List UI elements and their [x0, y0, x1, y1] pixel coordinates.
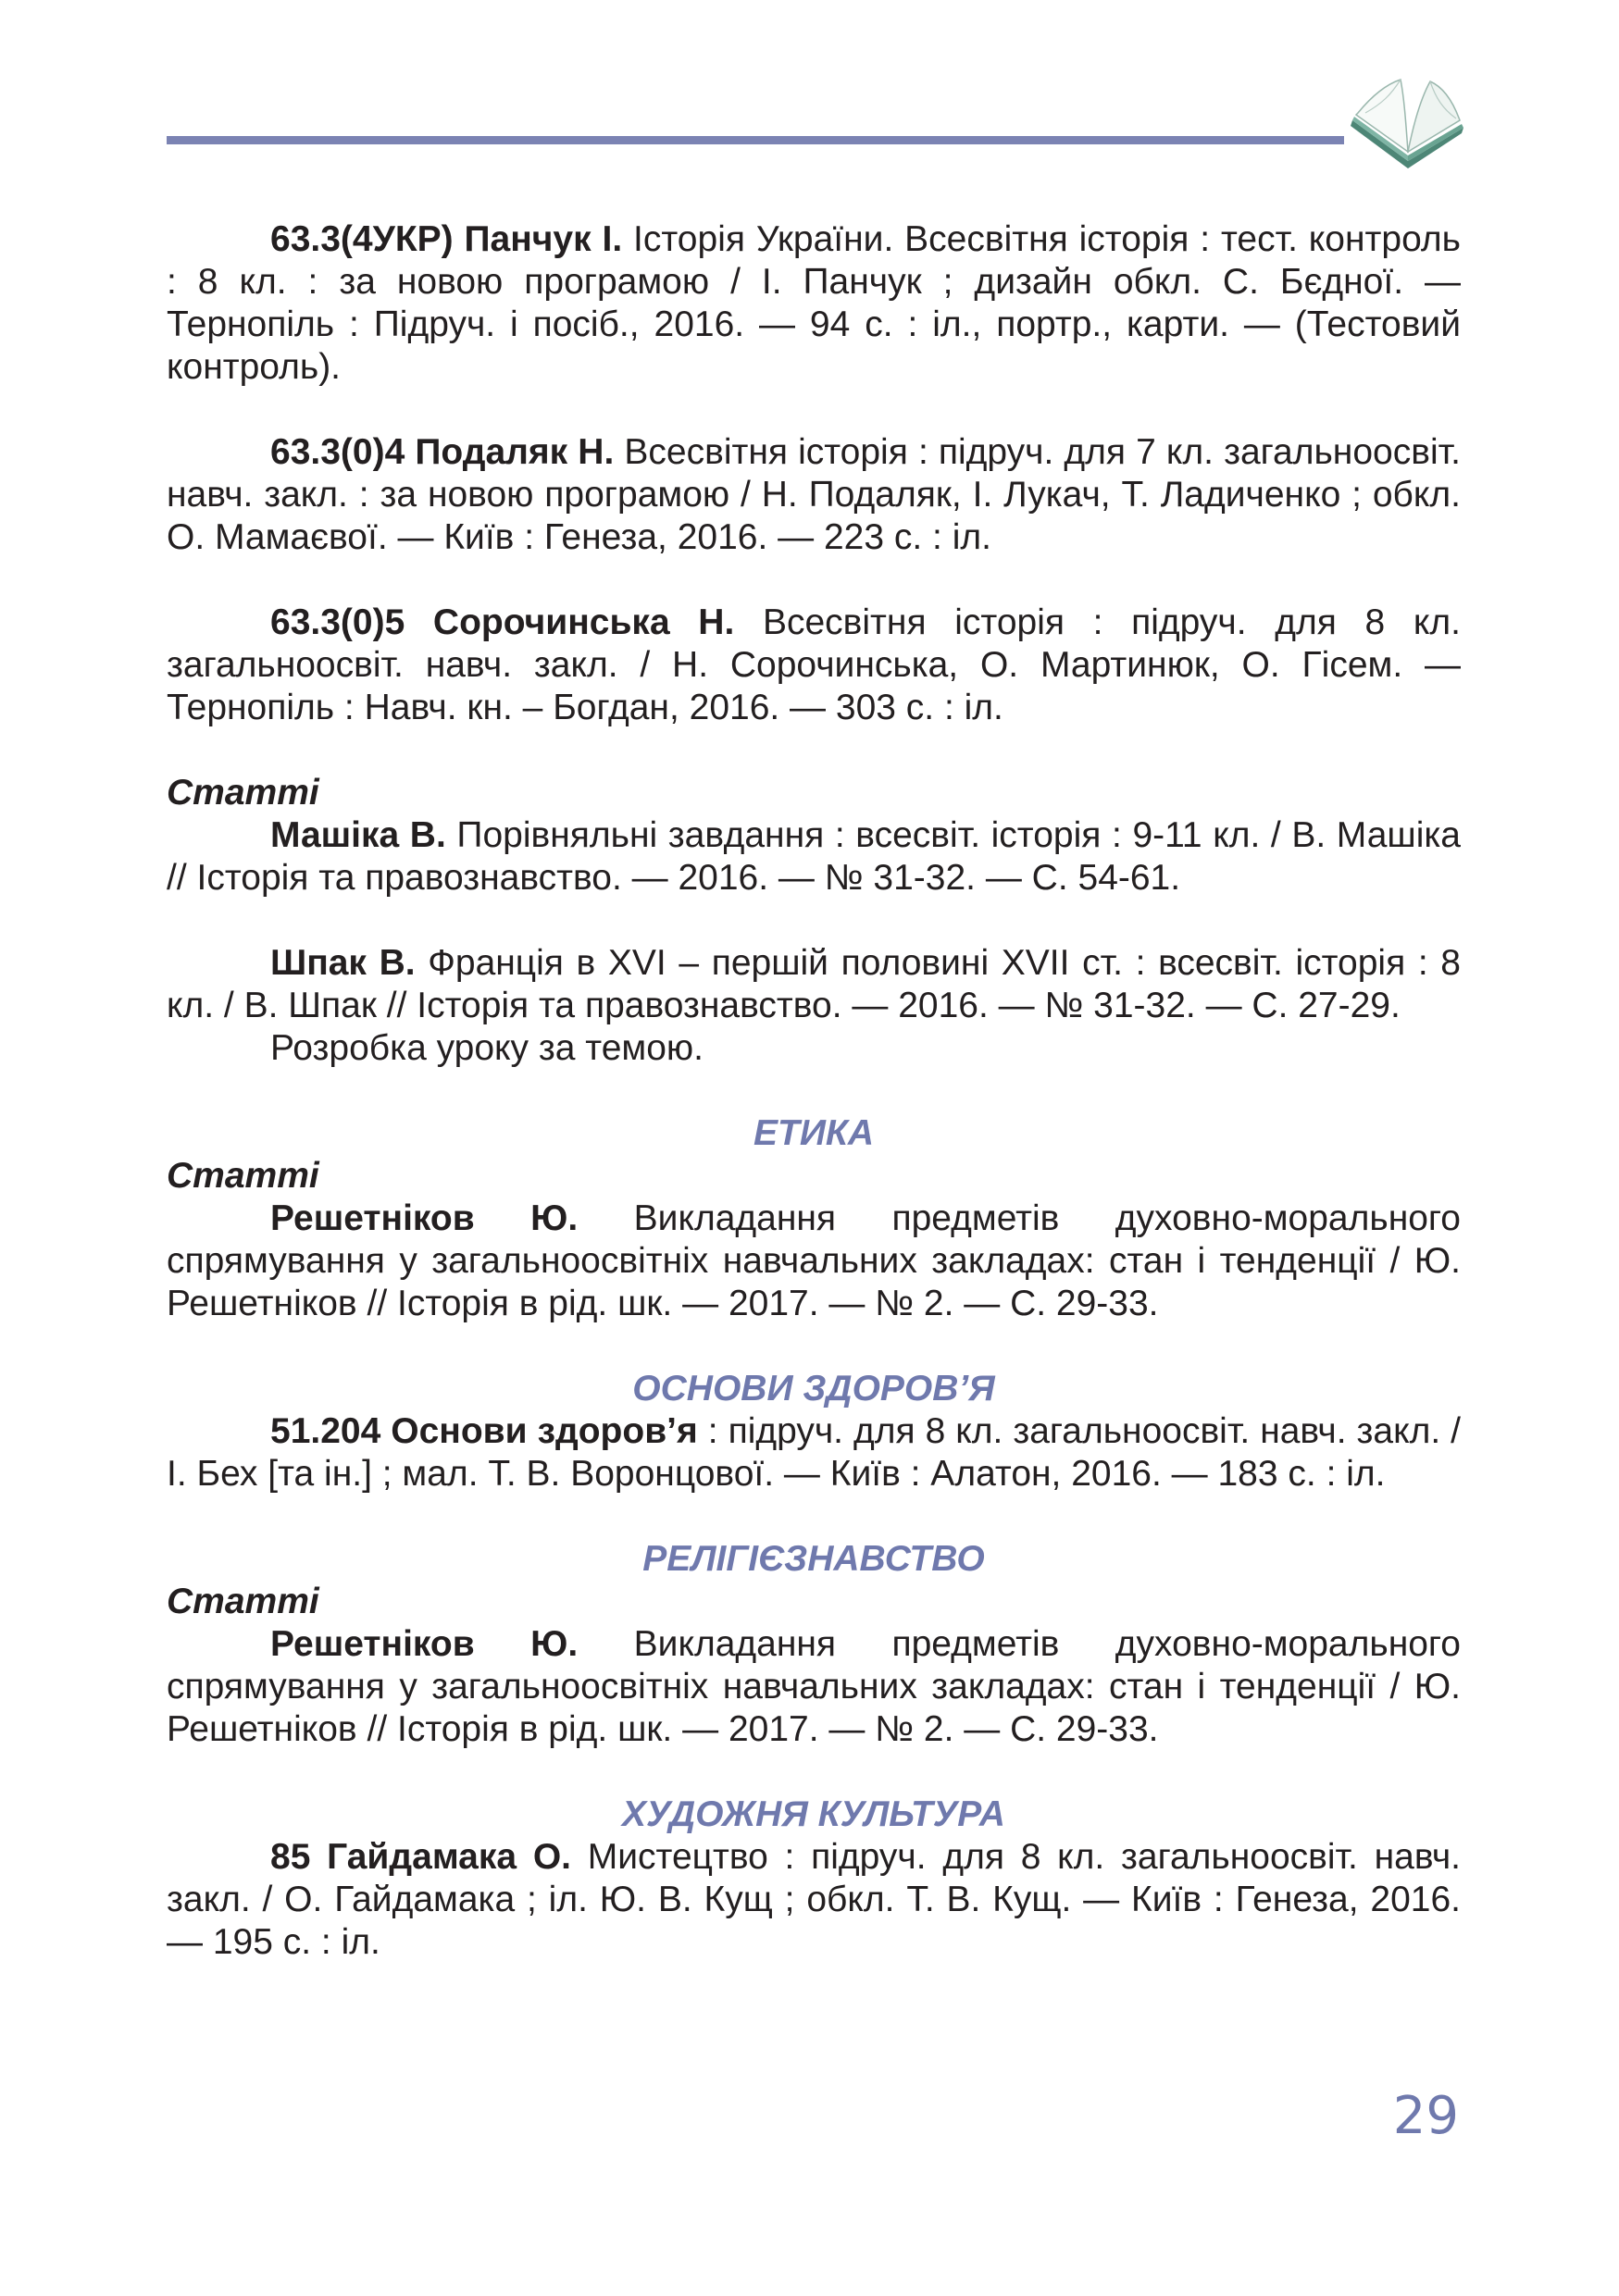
section-title: РЕЛІГІЄЗНАВСТВО — [642, 1539, 985, 1579]
article-entry — [167, 1198, 1461, 1325]
section-title: ОСНОВИ ЗДОРОВ’Я — [632, 1369, 995, 1409]
entry-heading: Решетніков Ю. — [270, 1198, 579, 1238]
bib-entry — [167, 1410, 1461, 1496]
entry-heading: 63.3(0)5 Сорочинська Н. — [270, 602, 735, 642]
bibliography-content — [167, 218, 1461, 1964]
article-entry — [167, 1623, 1461, 1751]
section-title: ЕТИКА — [753, 1113, 875, 1153]
article-entry — [167, 814, 1461, 900]
entry-body: Всесвітня історія : підруч. для 7 кл. загальноосвіт. навч. закл. : за новою програмою / Н. Подаляк, І. Лукач, Т. Ладиченко ; обкл. О. Мамаєвої. — Київ : Генеза, 2016. — 223 с. : іл. — [167, 432, 1461, 557]
entry-body: Порівняльні завдання : всесвіт. історія : 9-11 кл. / В. Машіка // Історія та правознавство. — 2016. — № 31-32. — С. 54-61. — [167, 815, 1461, 898]
entry-body: Франція в XVI – першій половині XVII ст. : всесвіт. історія : 8 кл. / В. Шпак // Історія та правознавство. — 2016. — № 31-32. — С. 27-29. — [167, 943, 1461, 1025]
section-title: ХУДОЖНЯ КУЛЬТУРА — [622, 1794, 1005, 1834]
bib-entry — [167, 602, 1461, 729]
entry-body: Викладання предметів духовно-морального спрямування у загальноосвітніх навчальних закладах: стан і тенденції / Ю. Решетніков // Історія в рід. шк. — 2017. — № 2. — С. 29-33. — [167, 1624, 1461, 1749]
entry-heading: Решетніков Ю. — [270, 1624, 579, 1664]
entry-body: Викладання предметів духовно-морального спрямування у загальноосвітніх навчальних закладах: стан і тенденції / Ю. Решетніков // Історія в рід. шк. — 2017. — № 2. — С. 29-33. — [167, 1198, 1461, 1323]
entry-body: Історія України. Всесвітня історія : тест. контроль : 8 кл. : за новою програмою / І. Панчук ; дизайн обкл. С. Бєдної. — Тернопіль : Підруч. і посіб., 2016. — 94 с. : іл., портр., карти. — (Тестовий контроль). — [167, 219, 1461, 387]
article-entry — [167, 942, 1461, 1027]
entry-heading: 63.3(0)4 Подаляк Н. — [270, 432, 615, 472]
entry-heading: 51.204 Основи здоров’я — [270, 1411, 698, 1451]
entry-body: Всесвітня історія : підруч. для 8 кл. загальноосвіт. навч. закл. / Н. Сорочинська, О. Мартинюк, О. Гісем. — Тернопіль : Навч. кн. – Богдан, 2016. — 303 с. : іл. — [167, 602, 1461, 727]
entry-body: : підруч. для 8 кл. загальноосвіт. навч. закл. / І. Бех [та ін.] ; мал. Т. В. Воронцової. — Київ : Алатон, 2016. — 183 с. : іл. — [167, 1411, 1461, 1494]
entry-heading: 85 Гайдамака О. — [270, 1837, 571, 1877]
entry-body: Мистецтво : підруч. для 8 кл. загальноосвіт. навч. закл. / О. Гайдамака ; іл. Ю. В. Кущ ; обкл. Т. В. Кущ. — Київ : Генеза, 2016. — 195 с. : іл. — [167, 1837, 1461, 1962]
articles-label: Статті — [167, 773, 319, 813]
entry-heading: Шпак В. — [270, 943, 416, 983]
page-number: 29 — [1392, 2086, 1459, 2146]
entry-note: Розробка уроку за темою. — [270, 1028, 704, 1068]
header-rule — [167, 136, 1344, 144]
bib-entry — [167, 431, 1461, 559]
open-book-icon — [1347, 72, 1467, 174]
articles-label: Статті — [167, 1582, 319, 1621]
entry-heading: 63.3(4УКР) Панчук І. — [270, 219, 623, 259]
bib-entry — [167, 1836, 1461, 1964]
entry-heading: Машіка В. — [270, 815, 446, 855]
articles-label: Статті — [167, 1156, 319, 1196]
bib-entry — [167, 218, 1461, 389]
